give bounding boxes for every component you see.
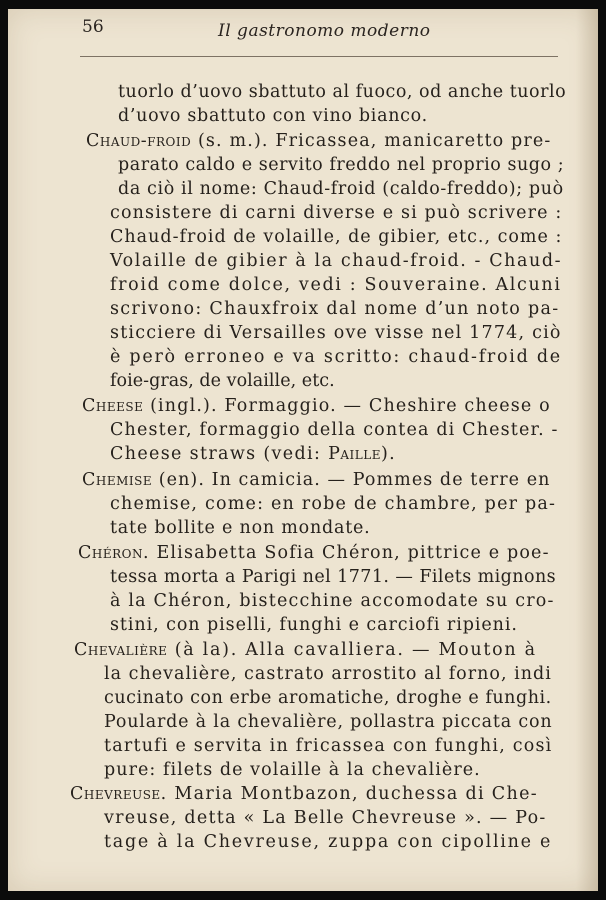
line-text: Chaud-froid de volaille, de gibier, etc., come :: [110, 227, 563, 247]
line-text: tage à la Chevreuse, zuppa con cipolline e: [104, 832, 553, 852]
text-line: [104, 831, 552, 853]
text-line: [78, 542, 550, 564]
line-text: parato caldo e servito freddo nel proprio sugo ;: [118, 155, 565, 175]
line-text: à la Chéron, bistecchine accomodate su cro-: [110, 591, 555, 611]
line-text: (ingl.). Formaggio. — Cheshire cheese o: [143, 396, 551, 416]
line-text: scrivono: Chauxfroix dal nome d’un noto pa-: [110, 299, 560, 319]
entry-headword: Chevalière: [74, 640, 168, 660]
text-line: [110, 566, 556, 588]
text-line: [110, 614, 518, 636]
line-text: cucinato con erbe aromatiche, droghe e funghi.: [104, 688, 552, 708]
text-line: [110, 250, 562, 272]
text-line: [74, 639, 537, 661]
line-text: vreuse, detta « La Belle Chevreuse ». — Po-: [104, 808, 547, 828]
book-page: [8, 9, 598, 891]
line-text: . Maria Montbazon, duchessa di Che-: [160, 784, 539, 804]
text-line: [104, 663, 552, 685]
line-text: consistere di carni diverse e si può scrivere :: [110, 203, 563, 223]
line-text: tessa morta a Parigi nel 1771. — Filets mignons: [110, 567, 557, 587]
text-line: [110, 370, 335, 392]
line-text: (à la). Alla cavalliera. — Mouton à: [167, 640, 537, 660]
text-line: [104, 735, 553, 757]
text-line: [118, 81, 566, 103]
page-header: [8, 9, 598, 59]
entry-headword: Paille: [328, 444, 381, 464]
text-line: [110, 322, 562, 344]
text-line: [110, 274, 562, 296]
line-text: tartufi e servita in fricassea con funghi, così: [104, 736, 553, 756]
text-line: [104, 687, 552, 709]
entry-headword: Chéron: [78, 543, 143, 563]
text-line: [110, 590, 555, 612]
text-line: [118, 178, 564, 200]
entry-headword: Cheese: [82, 396, 144, 416]
line-text: foie-gras, de volaille, etc.: [110, 371, 335, 391]
entry-headword: Chemise: [82, 470, 153, 490]
line-text: pure: filets de volaille à la chevalière.: [104, 760, 481, 780]
line-text: d’uovo sbattuto con vino bianco.: [118, 106, 428, 126]
text-line: [104, 807, 547, 829]
running-title: Il gastronomo moderno: [218, 21, 431, 41]
line-text: chemise, come: en robe de chambre, per pa-: [110, 494, 557, 514]
page-number: 56: [82, 17, 104, 37]
text-line: [110, 493, 556, 515]
text-line: [104, 711, 552, 733]
line-text: è però erroneo e va scritto: chaud-froid de: [110, 347, 562, 367]
header-rule: [80, 56, 558, 57]
text-line: [82, 395, 551, 417]
text-line: [110, 202, 562, 224]
line-text: Volaille de gibier à la chaud-froid. - Chaud-: [110, 251, 563, 271]
page-edge-shading: [576, 9, 598, 891]
text-line: [110, 346, 562, 368]
text-line: [110, 226, 562, 248]
text-line: [110, 517, 371, 539]
line-text: sticciere di Versailles ove visse nel 1774, ciò: [110, 323, 562, 343]
text-line: [82, 469, 551, 491]
text-line: [118, 105, 428, 127]
line-text: (en). In camicia. — Pommes de terre en: [152, 470, 551, 490]
line-text: Cheese straws (vedi:: [110, 444, 329, 464]
entry-headword: Chaud-froid: [86, 131, 192, 151]
line-text: da ciò il nome: Chaud-froid (caldo-freddo); può: [118, 179, 564, 199]
line-text: stini, con piselli, funghi e carciofi ripieni.: [110, 615, 518, 635]
line-text: Poularde à la chevalière, pollastra piccata con: [104, 712, 553, 732]
line-text: Chester, formaggio della contea di Chester. -: [110, 420, 559, 440]
text-line: [110, 419, 559, 441]
text-line: [110, 298, 559, 320]
line-text: (s. m.). Fricassea, manicaretto pre-: [191, 131, 552, 151]
line-text: . Elisabetta Sofia Chéron, pittrice e poe-: [143, 543, 550, 563]
line-text: tuorlo d’uovo sbattuto al fuoco, od anche tuorlo: [118, 82, 567, 102]
line-text: froid come dolce, vedi : Souveraine. Alcuni: [110, 275, 562, 295]
entry-headword: Chevreuse: [70, 784, 161, 804]
line-text: tate bollite e non mondate.: [110, 518, 371, 538]
line-text: la chevalière, castrato arrostito al forno, indi: [104, 664, 552, 684]
text-line: [110, 443, 396, 465]
text-line: [104, 759, 481, 781]
line-text: ).: [380, 444, 397, 464]
text-line: [70, 783, 538, 805]
text-line: [86, 130, 551, 152]
text-line: [118, 154, 564, 176]
